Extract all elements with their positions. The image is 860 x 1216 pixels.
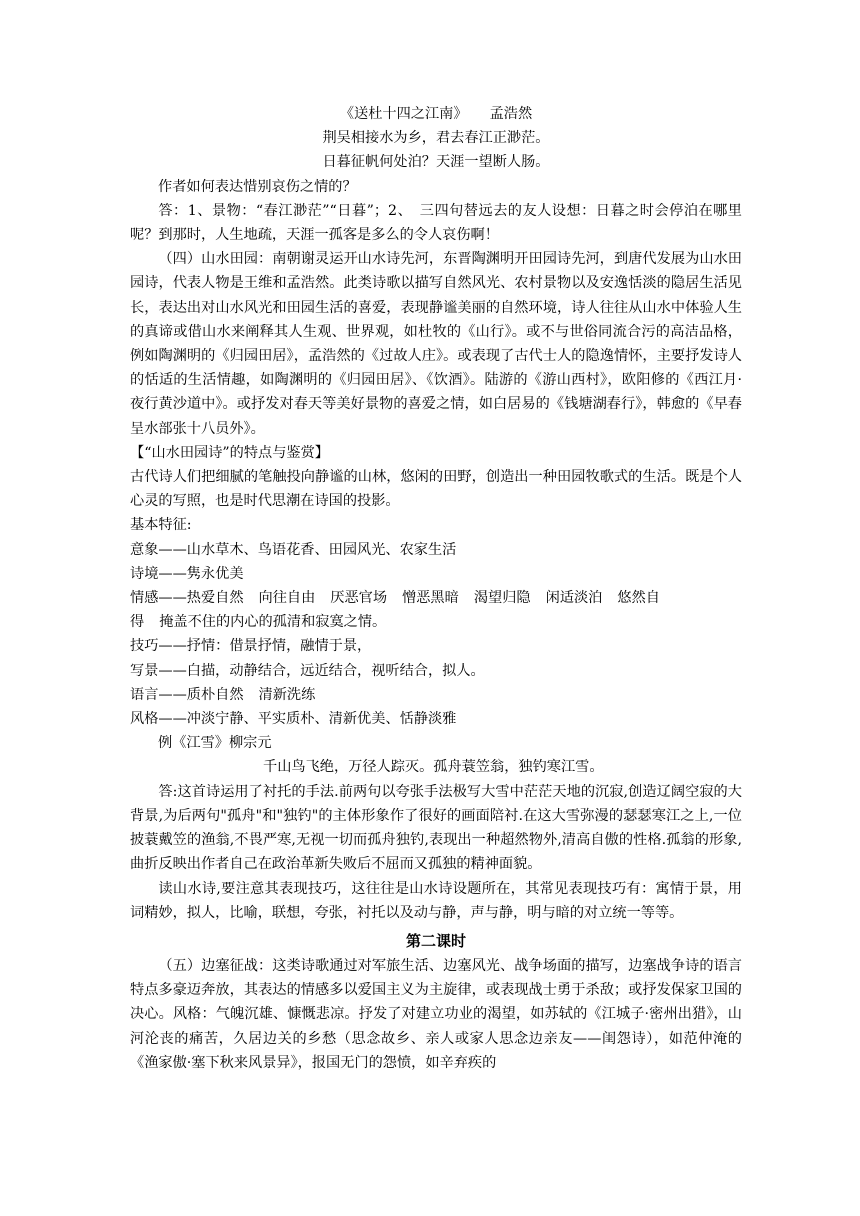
feature-scenery: 写景——白描，动静结合，远近结合，视听结合，拟人。: [130, 662, 485, 679]
feature-realm: 诗境——隽永优美: [130, 565, 244, 582]
feature-emotion-line-2: [130, 610, 742, 634]
feature-technique: 技巧——抒情：借景抒情，融情于景，: [130, 638, 372, 655]
emotion-a: 情感——热爱自然: [130, 590, 244, 607]
answer-1: 答：1、景物：“春江渺茫”“日暮”；2、 三四句替远去的友人设想：日暮之时会停泊在哪里呢？到那时，人生地疏，天涯一孤客是多么的令人哀伤啊！: [130, 202, 742, 244]
section-5-paragraph: （五）边塞征战：这类诗歌通过对军旅生活、边塞风光、战争场面的描写，边塞战争诗的语言特点多豪迈奔放，其表达的情感多以爱国主义为主旋律，或表现战士勇于杀敌；或抒发保家卫国的决心。风格：气魄沉雄、慷慨悲凉。抒发了对建立功业的渴望，如苏轼的《江城子·密州出猎》，山河沦丧的痛苦，久居边关的乡愁（思念故乡、亲人或家人思念边亲友——闺怨诗），如范仲淹的《渔家傲·塞下秋来风景异》，报国无门的怨愤，如辛弃疾的: [130, 957, 742, 1071]
emotion-h: 得: [130, 614, 145, 631]
reading-tip: 读山水诗,要注意其表现技巧，这往往是山水诗设题所在，其常见表现技巧有：寓情于景，用词精妙，拟人，比喻，联想，夸张，衬托以及动与静，声与静，明与暗的对立统一等等。: [130, 880, 742, 921]
poem-title: 《送杜十四之江南》: [339, 106, 468, 122]
feature-imagery: 意象——山水草木、鸟语花香、田园风光、农家生活: [130, 541, 457, 558]
emotion-e: 渴望归隐: [473, 590, 531, 607]
emotion-d: 憎恶黑暗: [402, 590, 459, 607]
feature-emotion-line-1: [130, 586, 742, 610]
answer-2: 答:这首诗运用了衬托的手法.前两句以夸张手法极写大雪中茫茫天地的沉寂,创造辽阔空寂的大背景,为后两句"孤舟"和"独钓"的主体形象作了很好的画面陪衬.在这大雪弥漫的瑟瑟寒江之上,一位披蓑戴笠的渔翁,不畏严寒,无视一切而孤舟独钓,表现出一种超然物外,清高自傲的性格.孤翁的形象,曲折反映出作者自己在政治革新失败后不屈而又孤独的精神面貌。: [130, 783, 742, 873]
emotion-c: 厌恶官场: [330, 590, 388, 607]
language-a: 语言——质朴自然: [130, 686, 244, 703]
feature-style: 风格——冲淡宁静、平实质朴、清新优美、恬静淡雅: [130, 711, 457, 728]
example-label: 例《江雪》柳宗元: [158, 735, 272, 752]
lesson-2-heading: 第二课时: [405, 931, 466, 950]
section-4-paragraph: （四）山水田园：南朝谢灵运开山水诗先河，东晋陶渊明开田园诗先河，到唐代发展为山水田园诗，代表人物是王维和孟浩然。此类诗歌以描写自然风光、农村景物以及安逸恬淡的隐居生活见长，表达出对山水风光和田园生活的喜爱，表现静谧美丽的自然环境，诗人往往从山水中体验人生的真谛或借山水来阐释其人生观、世界观，如杜牧的《山行》。或不与世俗同流合污的高洁品格，例如陶渊明的《归园田居》，孟浩然的《过故人庄》。或表现了古代士人的隐逸情怀，主要抒发诗人的恬适的生活情趣，如陶渊明的《归园田居》、《饮酒》。陆游的《游山西村》，欧阳修的《西江月·夜行黄沙道中》。或抒发对春天等美好景物的喜爱之情，如白居易的《钱塘湖春行》，韩愈的《早春呈水部张十八员外》。: [130, 251, 742, 437]
question-1: 作者如何表达惜别哀伤之情的？: [158, 178, 357, 195]
poem-line-1: 荆吴相接水为乡，君去春江正渺茫。: [322, 130, 550, 147]
poem-line-2: 日暮征帆何处泊？天涯一望断人肠。: [322, 154, 550, 171]
feature-heading: 【“山水田园诗”的特点与鉴赏】: [130, 444, 329, 461]
basic-features-label: 基本特征:: [130, 517, 192, 534]
feature-intro: 古代诗人们把细腻的笔触投向静谧的山林，悠闲的田野，创造出一种田园牧歌式的生活。既是个人心灵的写照，也是时代思潮在诗国的投影。: [130, 469, 742, 510]
emotion-i: 掩盖不住的内心的孤清和寂寞之情。: [159, 614, 387, 631]
poem-title-line: [130, 102, 742, 126]
document-body: [130, 102, 742, 1075]
feature-language: [130, 683, 742, 707]
language-b: 清新洗练: [258, 686, 316, 703]
emotion-b: 向往自由: [258, 590, 316, 607]
emotion-g: 悠然自: [617, 590, 660, 607]
jiangxue-poem: 千山鸟飞绝，万径人踪灭。孤舟蓑笠翁，独钓寒江雪。: [263, 759, 604, 776]
emotion-f: 闲适淡泊: [545, 590, 603, 607]
poem-author: 孟浩然: [489, 106, 533, 122]
